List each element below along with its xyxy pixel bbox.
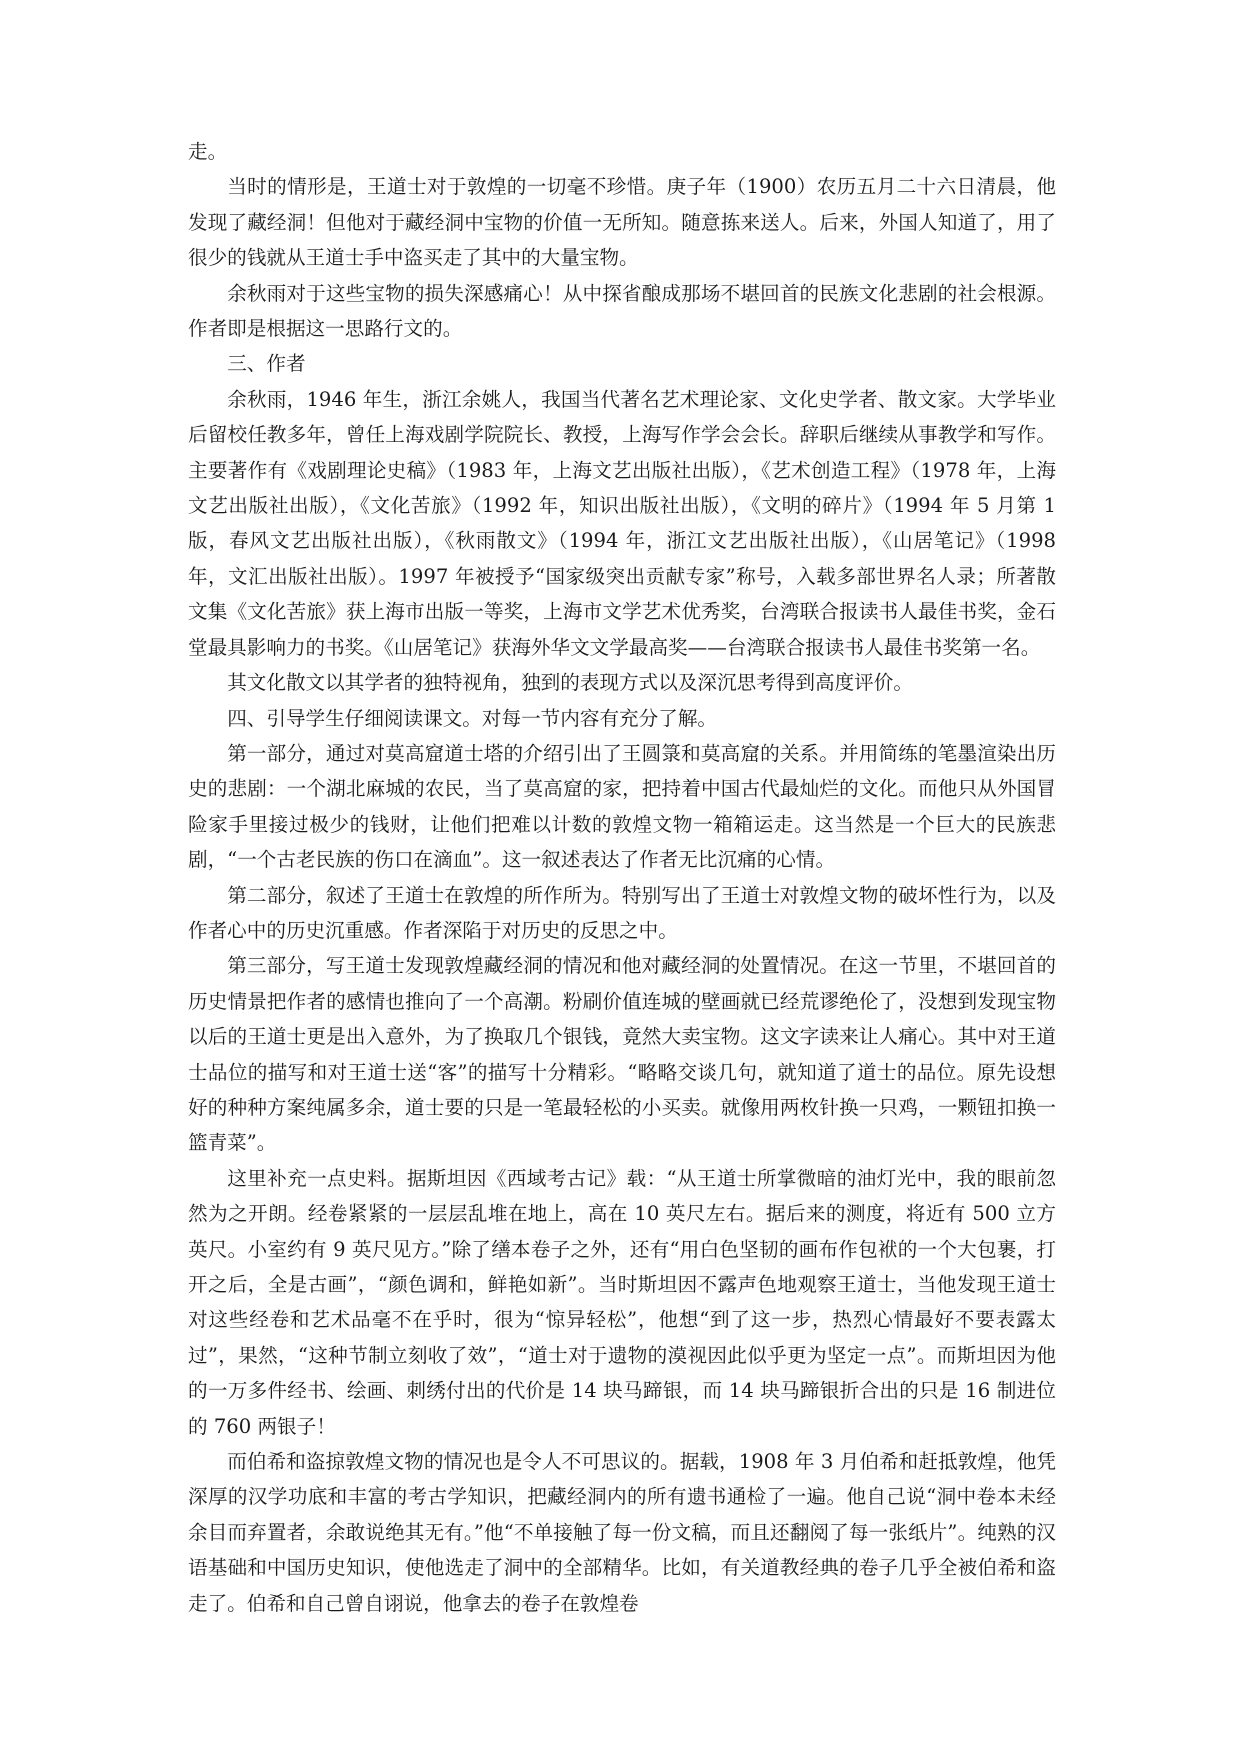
paragraph: 第三部分，写王道士发现敦煌藏经洞的情况和他对藏经洞的处置情况。在这一节里，不堪回首的历史情景把作者的感情也推向了一个高潮。粉刷价值连城的壁画就已经荒谬绝伦了，没想到发现宝物以后的王道士更是出入意外，为了换取几个银钱，竟然大卖宝物。这文字读来让人痛心。其中对王道士品位的描写和对王道士送“客”的描写十分精彩。“略略交谈几句，就知道了道士的品位。原先设想好的种种方案纯属多余，道士要的只是一笔最轻松的小买卖。就像用两枚针换一只鸡，一颗钮扣换一篮青菜”。	[188, 954, 1056, 1155]
document-page	[188, 134, 1056, 1621]
paragraph: 当时的情形是，王道士对于敦煌的一切毫不珍惜。庚子年（1900）农历五月二十六日清晨，他发现了藏经洞！但他对于藏经洞中宝物的价值一无所知。随意拣来送人。后来，外国人知道了，用了很少的钱就从王道士手中盗买走了其中的大量宝物。	[188, 175, 1056, 270]
paragraph: 余秋雨对于这些宝物的损失深感痛心！从中探省酿成那场不堪回首的民族文化悲剧的社会根源。作者即是根据这一思路行文的。	[188, 281, 1056, 341]
paragraph: 余秋雨，1946 年生，浙江余姚人，我国当代著名艺术理论家、文化史学者、散文家。大学毕业后留校任教多年，曾任上海戏剧学院院长、教授，上海写作学会会长。辞职后继续从事教学和写作。主要著作有《戏剧理论史稿》（1983 年，上海文艺出版社出版），《艺术创造工程》（1978 年，上海文艺出版社出版），《文化苦旅》（1992 年，知识出版社出版），《文明的碎片》（1994 年 5 月第 1 版，春风文艺出版社出版），《秋雨散文》（1994 年，浙江文艺出版社出版），《山居笔记》（1998 年，文汇出版社出版）。1997 年被授予“国家级突出贡献专家”称号，入载多部世界名人录；所著散文集《文化苦旅》获上海市出版一等奖，上海市文学艺术优秀奖，台湾联合报读书人最佳书奖，金石堂最具影响力的书奖。《山居笔记》获海外华文文学最高奖——台湾联合报读书人最佳书奖第一名。	[188, 387, 1056, 659]
section-heading: 三、作者	[227, 352, 306, 376]
paragraph: 第二部分，叙述了王道士在敦煌的所作所为。特别写出了王道士对敦煌文物的破坏性行为，以及作者心中的历史沉重感。作者深陷于对历史的反思之中。	[188, 883, 1056, 942]
paragraph-continuation: 走。	[188, 140, 228, 163]
section-heading: 四、引导学生仔细阅读课文。对每一节内容有充分了解。	[227, 706, 718, 730]
paragraph: 这里补充一点史料。据斯坦因《西域考古记》载：“从王道士所掌微暗的油灯光中，我的眼前忽然为之开朗。经卷紧紧的一层层乱堆在地上，高在 10 英尺左右。据后来的测度，将近有 500 立方英尺。小室约有 9 英尺见方。”除了缮本卷子之外，还有“用白色坚韧的画布作包袱的一个大包裹，打开之后，全是古画”，“颜色调和，鲜艳如新”。当时斯坦因不露声色地观察王道士，当他发现王道士对这些经卷和艺术品毫不在乎时，很为“惊异轻松”，他想“到了这一步，热烈心情最好不要表露太过”，果然，“这种节制立刻收了效”，“道士对于遗物的漠视因此似乎更为坚定一点”。而斯坦因为他的一万多件经书、绘画、刺绣付出的代价是 14 块马蹄银，而 14 块马蹄银折合出的只是 16 制进位的 760 两银子！	[188, 1166, 1056, 1438]
paragraph: 而伯希和盗掠敦煌文物的情况也是令人不可思议的。据载，1908 年 3 月伯希和赶抵敦煌，他凭深厚的汉学功底和丰富的考古学知识，把藏经洞内的所有遗书通检了一遍。他自己说“洞中卷本未经余目而弃置者，余敢说绝其无有。”他“不单接触了每一份文稿，而且还翻阅了每一张纸片”。纯熟的汉语基础和中国历史知识，使他选走了洞中的全部精华。比如，有关道教经典的卷子几乎全被伯希和盗走了。伯希和自己曾自诩说，他拿去的卷子在敦煌卷	[188, 1450, 1056, 1615]
paragraph: 第一部分，通过对莫高窟道士塔的介绍引出了王圆箓和莫高窟的关系。并用简练的笔墨渲染出历史的悲剧：一个湖北麻城的农民，当了莫高窟的家，把持着中国古代最灿烂的文化。而他只从外国冒险家手里接过极少的钱财，让他们把难以计数的敦煌文物一箱箱运走。这当然是一个巨大的民族悲剧，“一个古老民族的伤口在滴血”。这一叙述表达了作者无比沉痛的心情。	[188, 741, 1056, 872]
paragraph: 其文化散文以其学者的独特视角，独到的表现方式以及深沉思考得到高度评价。	[227, 671, 913, 695]
